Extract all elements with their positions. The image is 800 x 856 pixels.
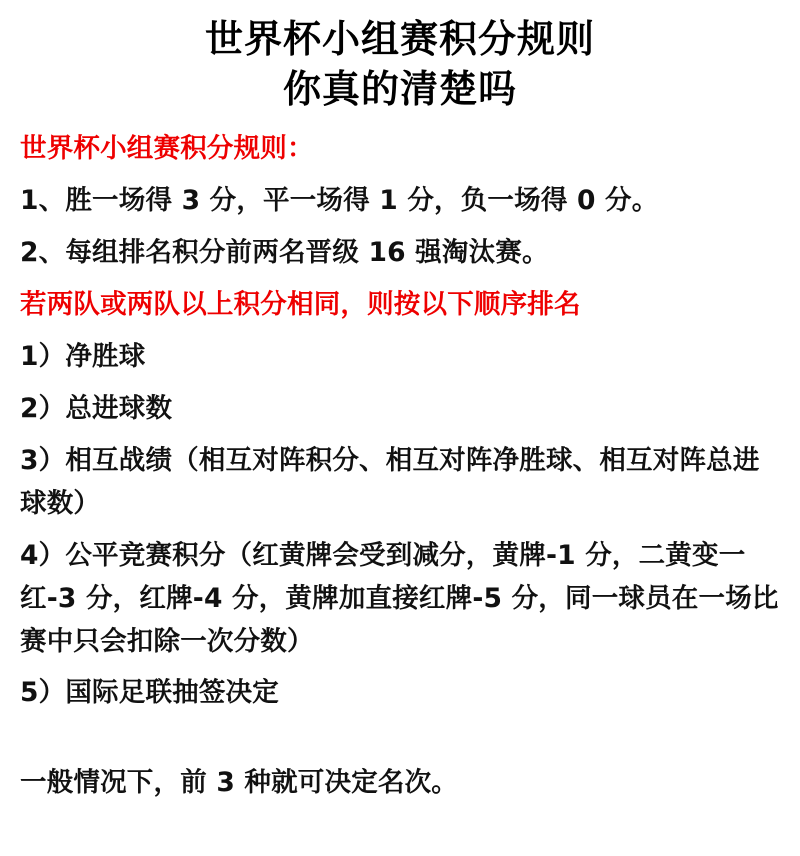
tiebreaker-item-3: 3）相互战绩（相互对阵积分、相互对阵净胜球、相互对阵总进球数）	[20, 444, 760, 519]
section-heading-tiebreakers: 若两队或两队以上积分相同，则按以下顺序排名	[20, 289, 581, 321]
footer-note: 一般情况下，前 3 种就可决定名次。	[20, 767, 458, 799]
page-title	[18, 14, 782, 114]
title-line-2: 你真的清楚吗	[282, 67, 517, 112]
rule-item-2: 2、每组排名积分前两名晋级 16 强淘汰赛。	[20, 237, 549, 269]
section-heading-scoring-rules: 世界杯小组赛积分规则：	[20, 133, 314, 165]
section-spacer	[20, 724, 780, 762]
tiebreaker-item-1: 1）净胜球	[20, 341, 146, 372]
tiebreaker-item-5: 5）国际足联抽签决定	[20, 677, 279, 709]
rule-item-1: 1、胜一场得 3 分，平一场得 1 分，负一场得 0 分。	[20, 185, 659, 217]
document-body	[18, 128, 782, 805]
tiebreaker-item-2: 2）总进球数	[20, 392, 173, 424]
tiebreaker-item-4: 4）公平竞赛积分（红黄牌会受到减分，黄牌-1 分，二黄变一红-3 分，红牌-4 分，黄牌加直接红牌-5 分，同一球员在一场比赛中只会扣除一次分数）	[20, 539, 779, 657]
title-line-1: 世界杯小组赛积分规则	[204, 17, 595, 61]
